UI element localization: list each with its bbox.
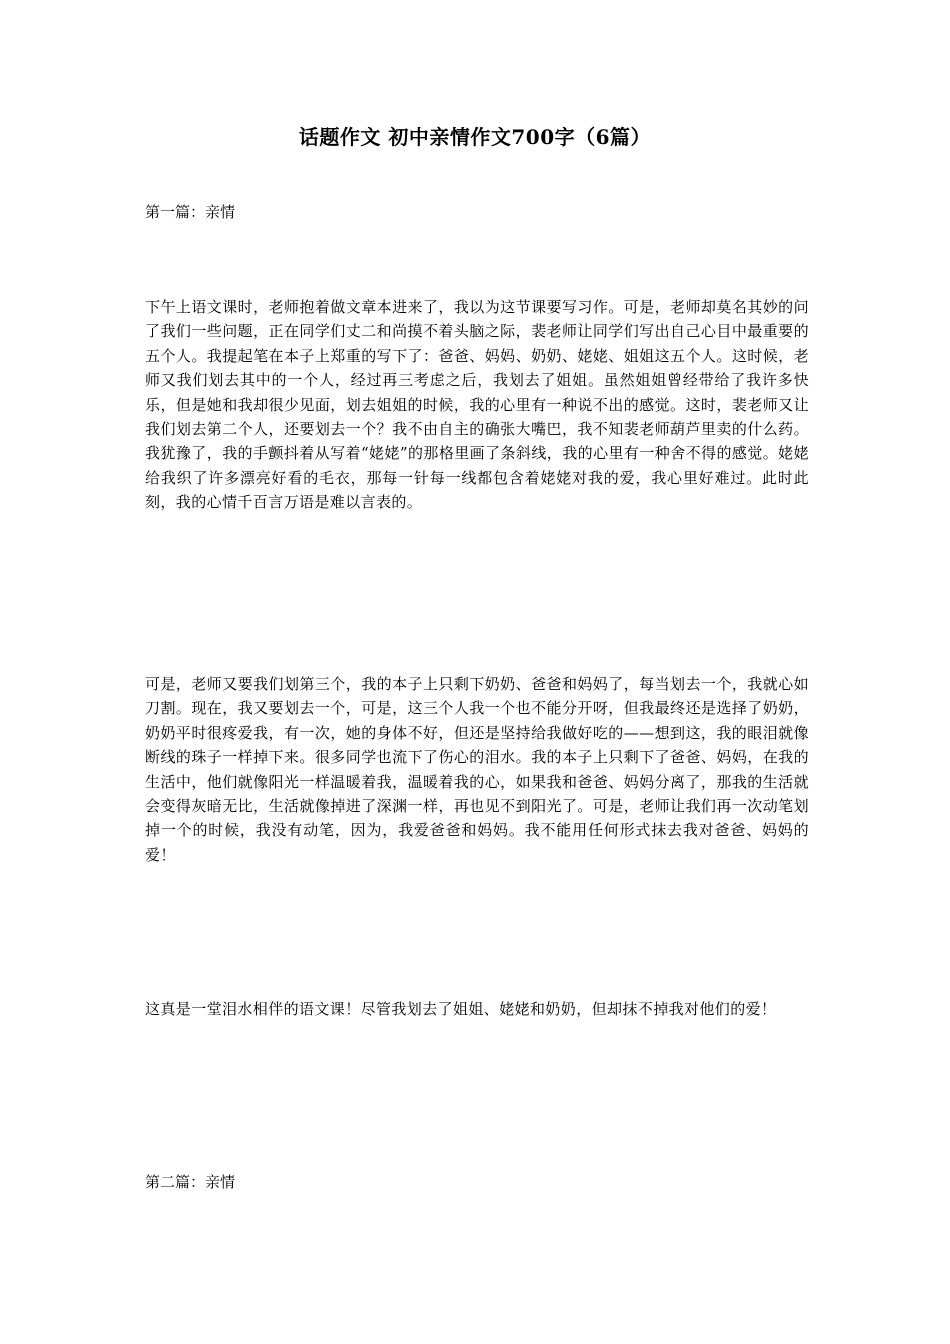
paragraph: 下午上语文课时，老师抱着做文章本进来了，我以为这节课要写习作。可是，老师却莫名其妙的问了我们一些问题，正在同学们丈二和尚摸不着头脑之际，裴老师让同学们写出自己心目中最重要的五个人。我提起笔在本子上郑重的写下了：爸爸、妈妈、奶奶、姥姥、姐姐这五个人。这时候，老师又我们划去其中的一个人，经过再三考虑之后，我划去了姐姐。虽然姐姐曾经带给了我许多快乐，但是她和我却很少见面，划去姐姐的时候，我的心里有一种说不出的感觉。这时，裴老师又让我们划去第二个人，还要划去一个？我不由自主的确张大嘴巴，我不知裴老师葫芦里卖的什么药。我犹豫了，我的手颤抖着从写着“姥姥”的那格里画了条斜线，我的心里有一种舍不得的感觉。姥姥给我织了许多漂亮好看的毛衣，那每一针每一线都包含着姥姥对我的爱，我心里好难过。此时此刻，我的心情千百言万语是难以言表的。 bbox=[145, 298, 809, 512]
section-heading-1: 第一篇：亲情 bbox=[145, 203, 236, 221]
document-title: 话题作文 初中亲情作文700字（6篇） bbox=[298, 125, 652, 149]
paragraph: 这真是一堂泪水相伴的语文课！尽管我划去了姐姐、姥姥和奶奶，但却抹不掉我对他们的爱！ bbox=[145, 1000, 777, 1018]
paragraph: 可是，老师又要我们划第三个，我的本子上只剩下奶奶、爸爸和妈妈了，每当划去一个，我就心如刀割。现在，我又要划去一个，可是，这三个人我一个也不能分开呀，但我最终还是选择了奶奶，奶奶平时很疼爱我，有一次，她的身体不好，但还是坚持给我做好吃的——想到这，我的眼泪就像断线的珠子一样掉下来。很多同学也流下了伤心的泪水。我的本子上只剩下了爸爸、妈妈，在我的生活中，他们就像阳光一样温暖着我，温暖着我的心，如果我和爸爸、妈妈分离了，那我的生活就会变得灰暗无比，生活就像掉进了深渊一样，再也见不到阳光了。可是，老师让我们再一次动笔划掉一个的时候，我没有动笔，因为，我爱爸爸和妈妈。我不能用任何形式抹去我对爸爸、妈妈的爱！ bbox=[145, 675, 809, 864]
section-heading-2: 第二篇：亲情 bbox=[145, 1173, 236, 1191]
